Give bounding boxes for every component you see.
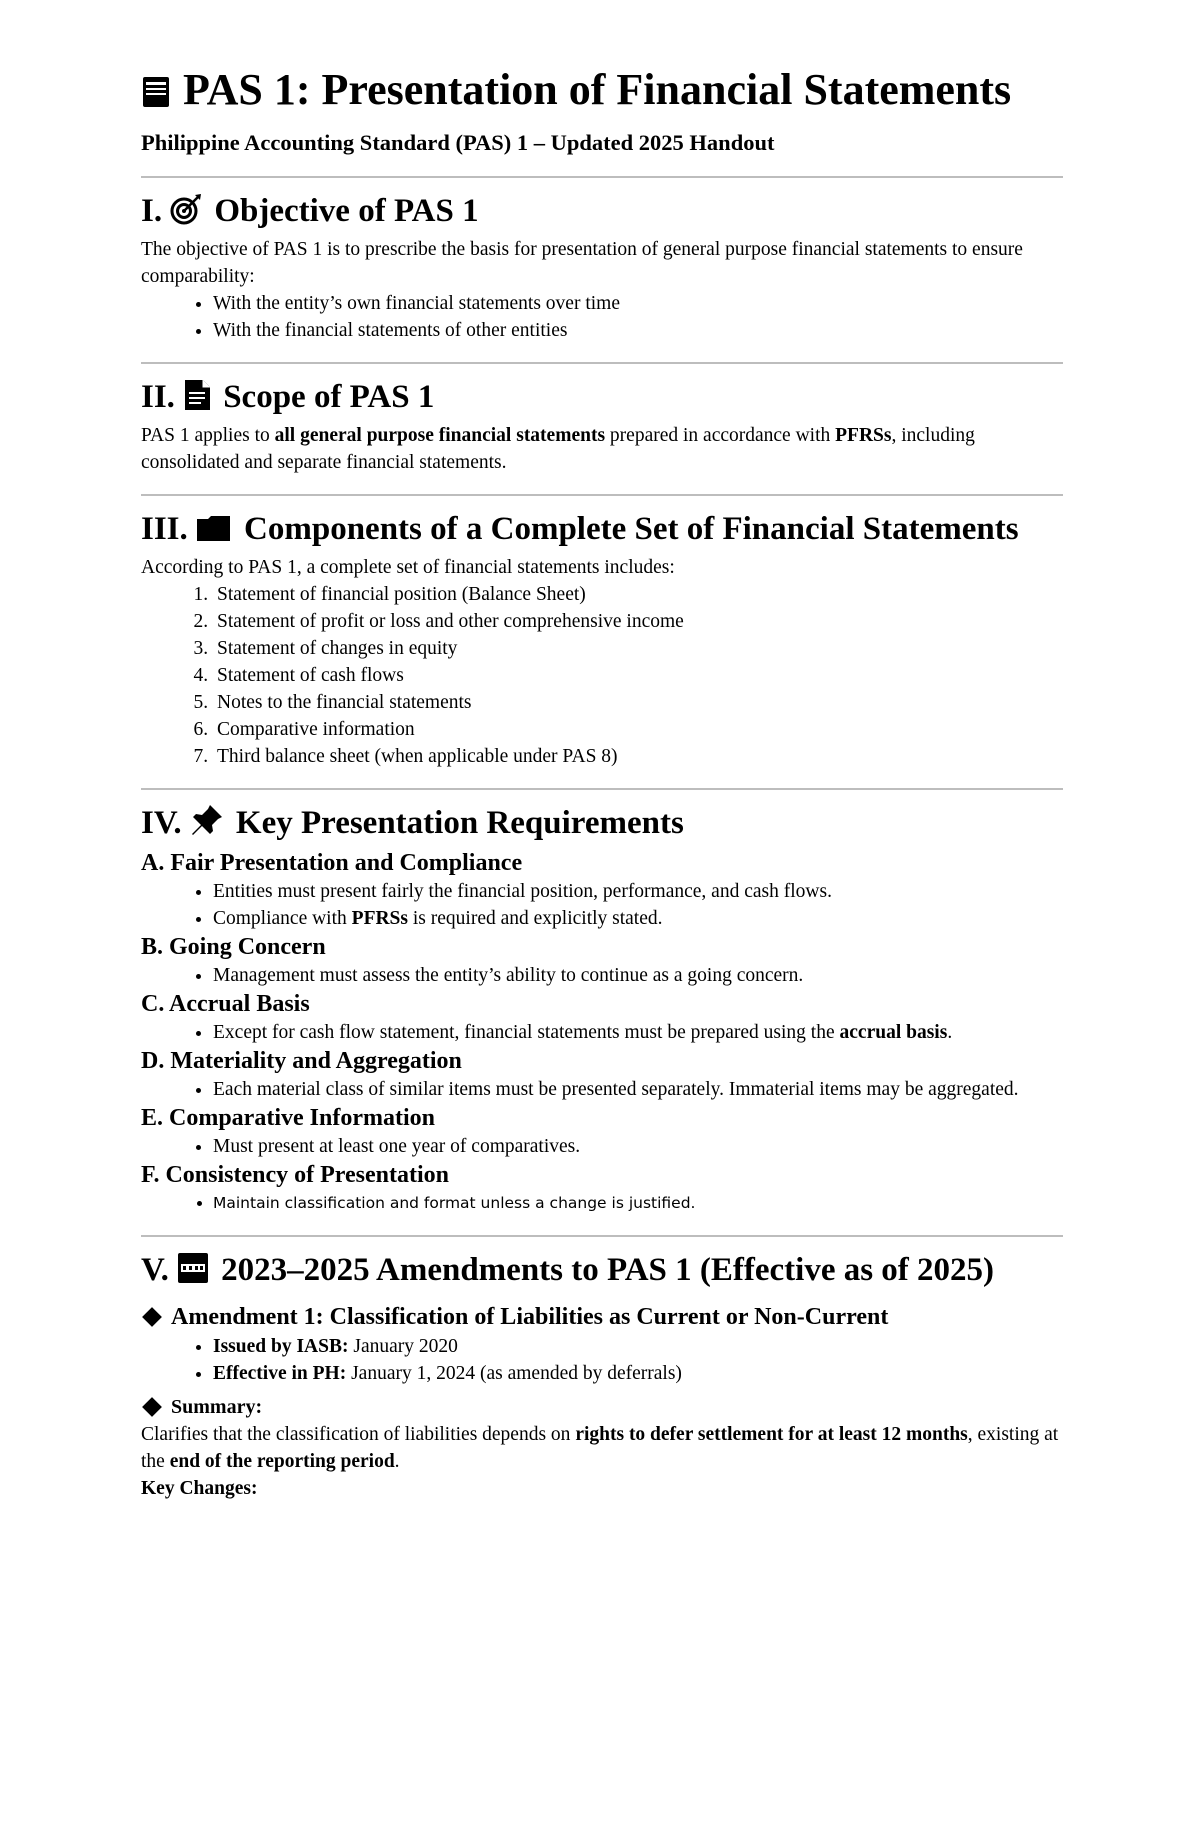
fair-presentation-list [141, 878, 1063, 932]
document-page [141, 62, 1063, 1502]
divider [141, 362, 1063, 364]
divider [141, 176, 1063, 178]
components-list [141, 581, 1063, 770]
pushpin-icon [190, 803, 224, 848]
list-item: • With the financial statements of other entities [213, 317, 1063, 344]
list-item: • Must present at least one year of comparatives. [213, 1133, 1063, 1160]
section-heading-amendments: V. 2023–2025 Amendments to PAS 1 (Effective as of 2025) [141, 1249, 1063, 1295]
materiality-list [141, 1076, 1063, 1103]
divider [141, 788, 1063, 790]
list-item: • Entities must present fairly the financial position, performance, and cash flows. [213, 878, 1063, 905]
list-item: • Each material class of similar items must be presented separately. Immaterial items may be aggregated. [213, 1076, 1063, 1103]
objective-list [141, 290, 1063, 344]
list-item: 1. Statement of financial position (Balance Sheet) [213, 581, 1063, 608]
divider [141, 494, 1063, 496]
subheading-materiality: D. Materiality and Aggregation [141, 1048, 462, 1074]
list-item: • Effective in PH: January 1, 2024 (as amended by deferrals) [213, 1360, 1063, 1387]
summary-heading: Summary: [141, 1393, 1063, 1421]
section-heading-objective: I. Objective of PAS 1 [141, 190, 1063, 236]
list-item: • Management must assess the entity’s ability to continue as a going concern. [213, 962, 1063, 989]
document-title: PAS 1: Presentation of Financial Statements [141, 62, 1063, 122]
divider [141, 1235, 1063, 1237]
scope-text: PAS 1 applies to all general purpose financial statements prepared in accordance with PFRSs, including consolidated and separate financial statements. [141, 425, 975, 473]
diamond-icon [142, 1307, 162, 1327]
page-icon [183, 379, 211, 422]
amendment-heading: Amendment 1: Classification of Liabilities as Current or Non-Current [141, 1301, 1063, 1333]
objective-intro: The objective of PAS 1 is to prescribe the basis for presentation of general purpose financial statements to ensure comparability: [141, 239, 1023, 287]
list-item: 2. Statement of profit or loss and other comprehensive income [213, 608, 1063, 635]
list-item: 3. Statement of changes in equity [213, 635, 1063, 662]
list-item: 7. Third balance sheet (when applicable under PAS 8) [213, 743, 1063, 770]
list-item: • With the entity’s own financial statements over time [213, 290, 1063, 317]
diamond-icon [142, 1397, 162, 1417]
consistency-list [141, 1190, 1063, 1217]
comparative-information-list [141, 1133, 1063, 1160]
amendment-details-list [141, 1333, 1063, 1387]
new-icon [177, 1252, 209, 1295]
accrual-basis-list [141, 1019, 1063, 1046]
subheading-consistency: F. Consistency of Presentation [141, 1162, 449, 1188]
list-item: 4. Statement of cash flows [213, 662, 1063, 689]
memo-icon [141, 66, 171, 122]
section-heading-scope: II. Scope of PAS 1 [141, 376, 1063, 422]
subheading-fair-presentation: A. Fair Presentation and Compliance [141, 850, 523, 876]
subheading-comparative-information: E. Comparative Information [141, 1105, 435, 1131]
list-item: • Maintain classification and format unless a change is justified. [213, 1190, 1063, 1217]
subheading-accrual-basis: C. Accrual Basis [141, 991, 310, 1017]
list-item: • Issued by IASB: January 2020 [213, 1333, 1063, 1360]
list-item: • Compliance with PFRSs is required and explicitly stated. [213, 905, 1063, 932]
going-concern-list [141, 962, 1063, 989]
summary-text: Clarifies that the classification of liabilities depends on rights to defer settlement for at least 12 months, existing at the end of the reporting period. [141, 1424, 1059, 1472]
key-changes-label: Key Changes: [141, 1478, 258, 1499]
target-icon [170, 193, 202, 236]
section-heading-components: III. Components of a Complete Set of Financial Statements [141, 508, 1063, 554]
list-item: 5. Notes to the financial statements [213, 689, 1063, 716]
subheading-going-concern: B. Going Concern [141, 934, 326, 960]
folder-icon [196, 512, 232, 554]
list-item: • Except for cash flow statement, financial statements must be prepared using the accrual basis. [213, 1019, 1063, 1046]
section-heading-requirements: IV. Key Presentation Requirements [141, 802, 1063, 848]
components-intro: According to PAS 1, a complete set of financial statements includes: [141, 557, 675, 578]
document-subtitle: Philippine Accounting Standard (PAS) 1 – Updated 2025 Handout [141, 130, 775, 155]
list-item: 6. Comparative information [213, 716, 1063, 743]
